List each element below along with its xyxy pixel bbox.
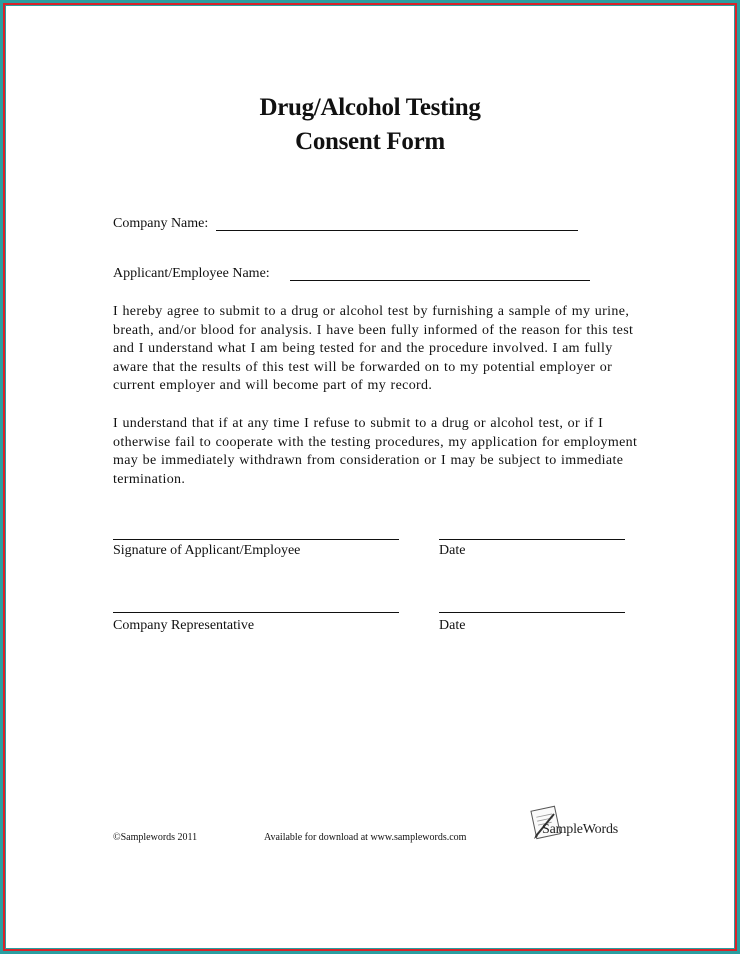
company-name-label: Company Name: (113, 216, 209, 231)
applicant-date-line[interactable] (439, 539, 625, 540)
representative-date-line[interactable] (439, 612, 625, 613)
applicant-signature-label: Signature of Applicant/Employee (113, 543, 301, 558)
footer-download-note: Available for download at www.samplewords.com (264, 832, 467, 843)
company-representative-label: Company Representative (113, 618, 255, 633)
company-name-line[interactable] (216, 230, 578, 231)
form-title-line2: Consent Form (295, 128, 445, 155)
applicant-name-line[interactable] (290, 280, 590, 281)
applicant-date-label: Date (439, 543, 466, 558)
representative-date-label: Date (439, 618, 466, 633)
consent-paragraph: I hereby agree to submit to a drug or alcohol test by furnishing a sample of my urine, breath, and/or blood for analysis. I have been fully informed of the reason for this test and I understand what I am being tested for and the procedure involved. I am fully aware that the results of this test will be forwarded on to my potential employer or current employer and will become part of my record. (113, 304, 634, 394)
samplewords-logo-text: SampleWords (542, 822, 618, 837)
form-title-line1: Drug/Alcohol Testing (259, 94, 481, 121)
footer-copyright: ©Samplewords 2011 (113, 832, 198, 843)
refusal-paragraph: I understand that if at any time I refuse to submit to a drug or alcohol test, or if I otherwise fail to cooperate with the testing procedures, my application for employment may be immediately withdrawn from consideration or I may be subject to immediate termination. (113, 416, 638, 487)
applicant-name-label: Applicant/Employee Name: (113, 266, 270, 281)
representative-signature-line[interactable] (113, 612, 399, 613)
applicant-signature-line[interactable] (113, 539, 399, 540)
